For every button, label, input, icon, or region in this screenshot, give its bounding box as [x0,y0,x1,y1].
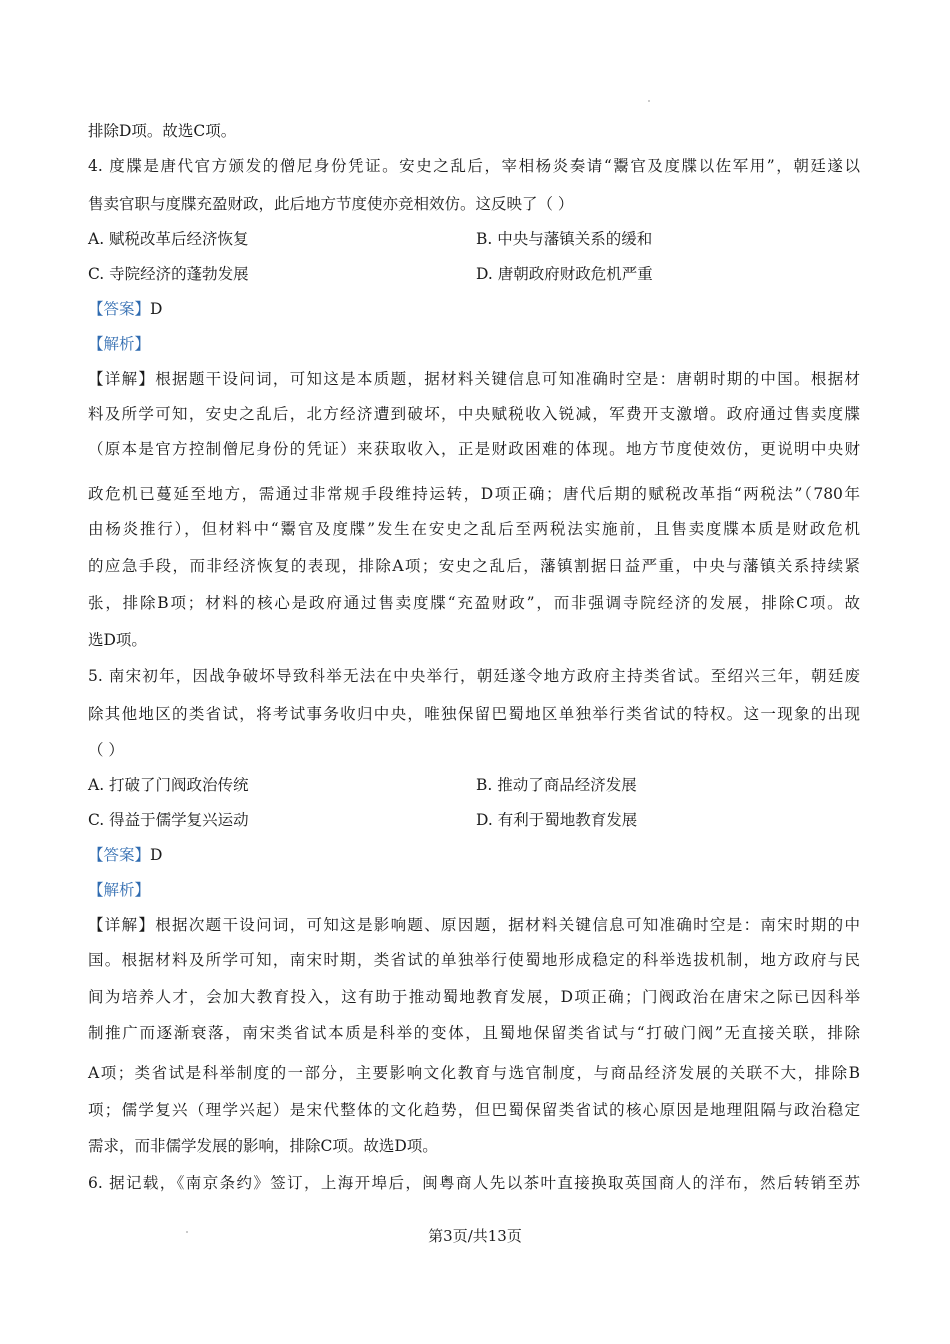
q5-detail-line-3: 间为培养人才，会加大教育投入，这有助于推动蜀地教育发展，D项正确；门阀政治在唐宋之际已因科举 [88,988,860,1006]
q5-detail-line-5: A项；类省试是科举制度的一部分，主要影响文化教育与选官制度，与商品经济发展的关联不大，排除B [88,1064,860,1082]
q5-stem-line-3: （ ） [88,741,124,759]
q6-stem-line-1: 6. 据记载，《南京条约》签订，上海开埠后，闽粤商人先以茶叶直接换取英国商人的洋布，然后转销至苏 [88,1174,860,1192]
q4-detail-line-3: （原本是官方控制僧尼身份的凭证）来获取收入，正是财政困难的体现。地方节度使效仿，更说明中央财 [88,440,860,458]
q4-detail-line-1 [88,369,860,389]
q5-option-c: C. 得益于儒学复兴运动 [88,811,249,829]
q4-detail-line-8: 选D项。 [88,631,147,649]
q5-option-a: A. 打破了门阀政治传统 [88,776,249,794]
q4-detail-line-5: 由杨炎推行），但材料中“鬻官及度牒”发生在安史之乱后至两税法实施前，且售卖度牒本质是财政危机 [88,520,860,538]
q5-option-b: B. 推动了商品经济发展 [476,776,637,794]
analysis-tag: 【解析】 [88,881,151,899]
q5-stem-line-1: 5. 南宋初年，因战争破坏导致科举无法在中央举行，朝廷遂令地方政府主持类省试。至绍兴三年，朝廷废 [88,667,860,685]
q4-option-a: A. 赋税改革后经济恢复 [88,230,249,248]
q4-option-b: B. 中央与藩镇关系的缓和 [476,230,653,248]
detail-text: 根据题干设问词，可知这是本质题，据材料关键信息可知准确时空是：唐朝时期的中国。根据材 [155,370,860,388]
q5-detail-line-2: 国。根据材料及所学可知，南宋时期，类省试的单独举行使蜀地形成稳定的科举选拔机制，地方政府与民 [88,951,860,969]
q4-detail-line-2: 料及所学可知，安史之乱后，北方经济遭到破坏，中央赋税收入锐减，军费开支激增。政府通过售卖度牒 [88,405,860,423]
q5-analysis [88,880,150,900]
answer-tag: 【答案】 [88,846,151,864]
analysis-tag: 【解析】 [88,335,151,353]
q4-option-d: D. 唐朝政府财政危机严重 [476,265,653,283]
q5-option-d: D. 有利于蜀地教育发展 [476,811,638,829]
q5-detail-line-1 [88,915,860,935]
q3-conclusion: 排除D项。故选C项。 [88,122,237,140]
q5-stem-line-2: 除其他地区的类省试，将考试事务收归中央，唯独保留巴蜀地区单独举行类省试的特权。这一现象的出现 [88,705,860,723]
q5-detail-line-6: 项；儒学复兴（理学兴起）是宋代整体的文化趋势，但巴蜀保留类省试的核心原因是地理阻隔与政治稳定 [88,1101,860,1119]
detail-tag: 【详解】 [88,370,156,388]
q5-detail-line-4: 制推广而逐渐衰落，南宋类省试本质是科举的变体，且蜀地保留类省试与“打破门阀”无直接关联，排除 [88,1024,860,1042]
answer-tag: 【答案】 [88,300,151,318]
page-number: 第3页/共13页 [428,1227,522,1245]
q5-detail-line-7: 需求，而非儒学发展的影响，排除C项。故选D项。 [88,1137,438,1155]
answer-value: D [150,846,163,864]
q4-answer [88,299,162,319]
q5-answer [88,845,162,865]
q4-option-c: C. 寺院经济的蓬勃发展 [88,265,249,283]
q4-detail-line-7: 张，排除B项；材料的核心是政府通过售卖度牒“充盈财政”，而非强调寺院经济的发展，排除C项。故 [88,594,860,612]
q4-stem-line-2: 售卖官职与度牒充盈财政，此后地方节度使亦竞相效仿。这反映了（ ） [88,195,574,213]
answer-value: D [150,300,163,318]
q4-stem-line-1: 4. 度牒是唐代官方颁发的僧尼身份凭证。安史之乱后，宰相杨炎奏请“鬻官及度牒以佐军用”，朝廷遂以 [88,157,860,175]
scan-mark [648,100,650,102]
detail-tag: 【详解】 [88,916,156,934]
detail-text: 根据次题干设问词，可知这是影响题、原因题，据材料关键信息可知准确时空是：南宋时期的中 [155,916,860,934]
q4-detail-line-4: 政危机已蔓延至地方，需通过非常规手段维持运转，D项正确；唐代后期的赋税改革指“两税法”（780年 [88,485,860,503]
q4-detail-line-6: 的应急手段，而非经济恢复的表现，排除A项；安史之乱后，藩镇割据日益严重，中央与藩镇关系持续紧 [88,557,860,575]
q4-analysis [88,334,150,354]
